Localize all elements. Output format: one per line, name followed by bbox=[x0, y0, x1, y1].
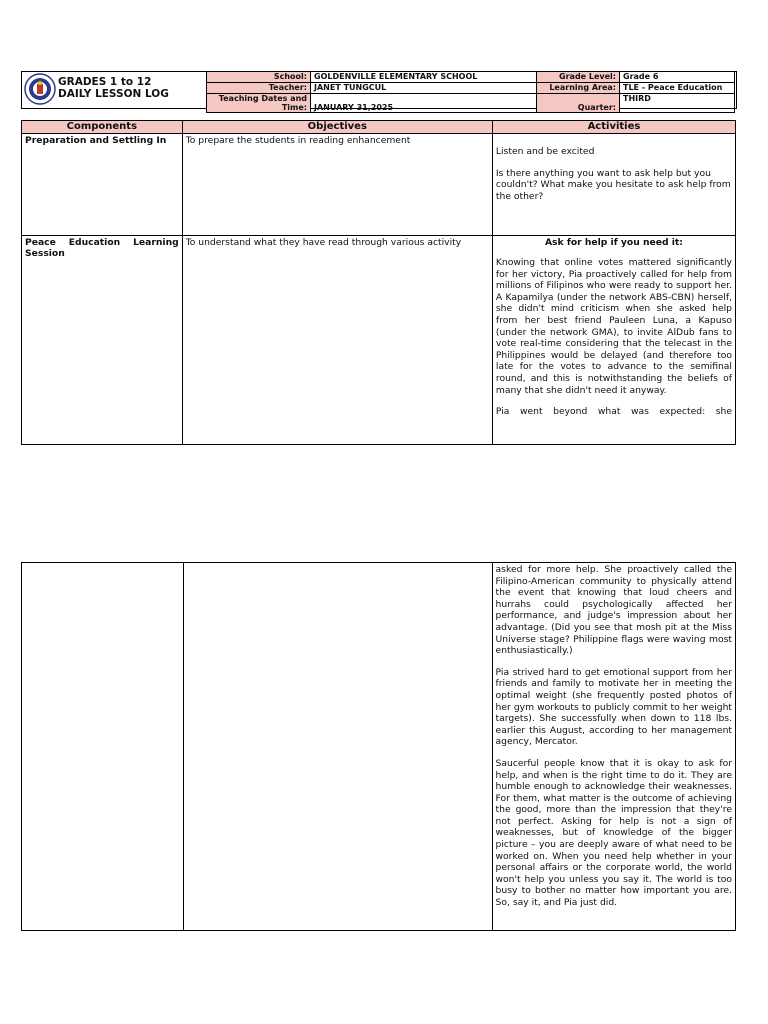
component-cell: Preparation and Settling In bbox=[22, 134, 183, 236]
lesson-table-continued bbox=[21, 562, 736, 931]
teacher-label: Teacher: bbox=[207, 83, 311, 94]
teaching-dates-label bbox=[207, 94, 311, 113]
lesson-table bbox=[21, 120, 736, 445]
objective-cell bbox=[184, 563, 492, 931]
log-title-line1: GRADES 1 to 12 bbox=[58, 76, 152, 88]
log-title bbox=[58, 76, 169, 100]
activity-paragraph: Knowing that online votes mattered significantly for her victory, Pia proactively called for help from millions of Filipinos who were ready to support her. A Kapamilya (under the network ABS-CBN) herself, she didn't mind criticism when she asked help from her best friend Pauleen Luna, a Kapuso (under the network GMA), to invite AlDub fans to vote real-time considering that the telecast in the Philippines would be delayed (and therefore too late for the votes to advance to the semifinal round, and this is notwithstanding the beliefs of many that she didn't need it anyway. bbox=[495, 257, 732, 396]
teacher-value: JANET TUNGCUL bbox=[311, 83, 537, 94]
teaching-dates-label-line1: Teaching Dates and bbox=[218, 94, 307, 103]
activity-paragraph: Pia went beyond what was expected: she bbox=[495, 406, 732, 418]
teaching-dates-value: JANUARY 31,2025 bbox=[311, 94, 537, 113]
grade-level-value: Grade 6 bbox=[620, 72, 735, 83]
activity-cell bbox=[492, 236, 735, 445]
school-label: School: bbox=[207, 72, 311, 83]
component-cell: Peace Education Learning Session bbox=[22, 236, 183, 445]
grade-level-label: Grade Level: bbox=[537, 72, 620, 83]
activity-cell bbox=[492, 563, 735, 931]
table-row bbox=[22, 134, 736, 236]
learning-area-label: Learning Area: bbox=[537, 83, 620, 94]
activity-paragraph: Pia strived hard to get emotional support from her friends and family to motivate her in meeting the optimal weight (she frequently posted photos of her gym workouts to publicly commit to her weight targets). She successfully when down to 118 lbs. earlier this August, according to her management agency, Mercator. bbox=[495, 666, 732, 748]
log-title-line2: DAILY LESSON LOG bbox=[58, 88, 169, 100]
activity-paragraph: Saucerful people know that it is okay to ask for help, and when is the right time to do it. They are humble enough to acknowledge their weaknesses. For them, what matter is the outcome of achieving the good, more than the impression that they're not perfect. Asking for help is not a sign of weaknesses, but of knowledge of the bigger picture – you are deeply aware of what need to be worked on. When you need help whether in your personal affairs or the corporate world, the world won't help you unless you say it. The world is too busy to bother no matter how important you are. So, say it, and Pia just did. bbox=[495, 757, 732, 909]
activity-paragraph: asked for more help. She proactively called the Filipino-American community to physically attend the event that knowing that loud cheers and hurrahs could psychologically affected her performance, and judge's impression about her advantage. (Did you see that mosh pit at the Miss Universe stage? Philippine flags were waving most enthusiastically.) bbox=[495, 564, 732, 657]
quarter-label: Quarter: bbox=[537, 94, 620, 113]
objective-cell: To prepare the students in reading enhancement bbox=[182, 134, 492, 236]
teaching-dates-label-line2: Time: bbox=[281, 103, 307, 112]
activity-heading: Ask for help if you need it: bbox=[544, 237, 683, 248]
components-header: Components bbox=[22, 121, 183, 134]
activity-cell bbox=[492, 134, 735, 236]
info-table bbox=[206, 71, 735, 113]
quarter-value: THIRD bbox=[620, 94, 735, 113]
school-value: GOLDENVILLE ELEMENTARY SCHOOL bbox=[311, 72, 537, 83]
deped-seal-icon bbox=[24, 73, 56, 105]
table-row bbox=[22, 236, 736, 445]
component-cell bbox=[22, 563, 184, 931]
objective-cell: To understand what they have read through various activity bbox=[182, 236, 492, 445]
learning-area-value: TLE - Peace Education bbox=[620, 83, 735, 94]
activity-text: Is there anything you want to ask help but you couldn't? What make you hesitate to ask help from the other? bbox=[495, 167, 731, 202]
objectives-header: Objectives bbox=[182, 121, 492, 134]
activity-text: Listen and be excited bbox=[495, 146, 595, 157]
table-row bbox=[22, 563, 736, 931]
activities-header: Activities bbox=[492, 121, 735, 134]
